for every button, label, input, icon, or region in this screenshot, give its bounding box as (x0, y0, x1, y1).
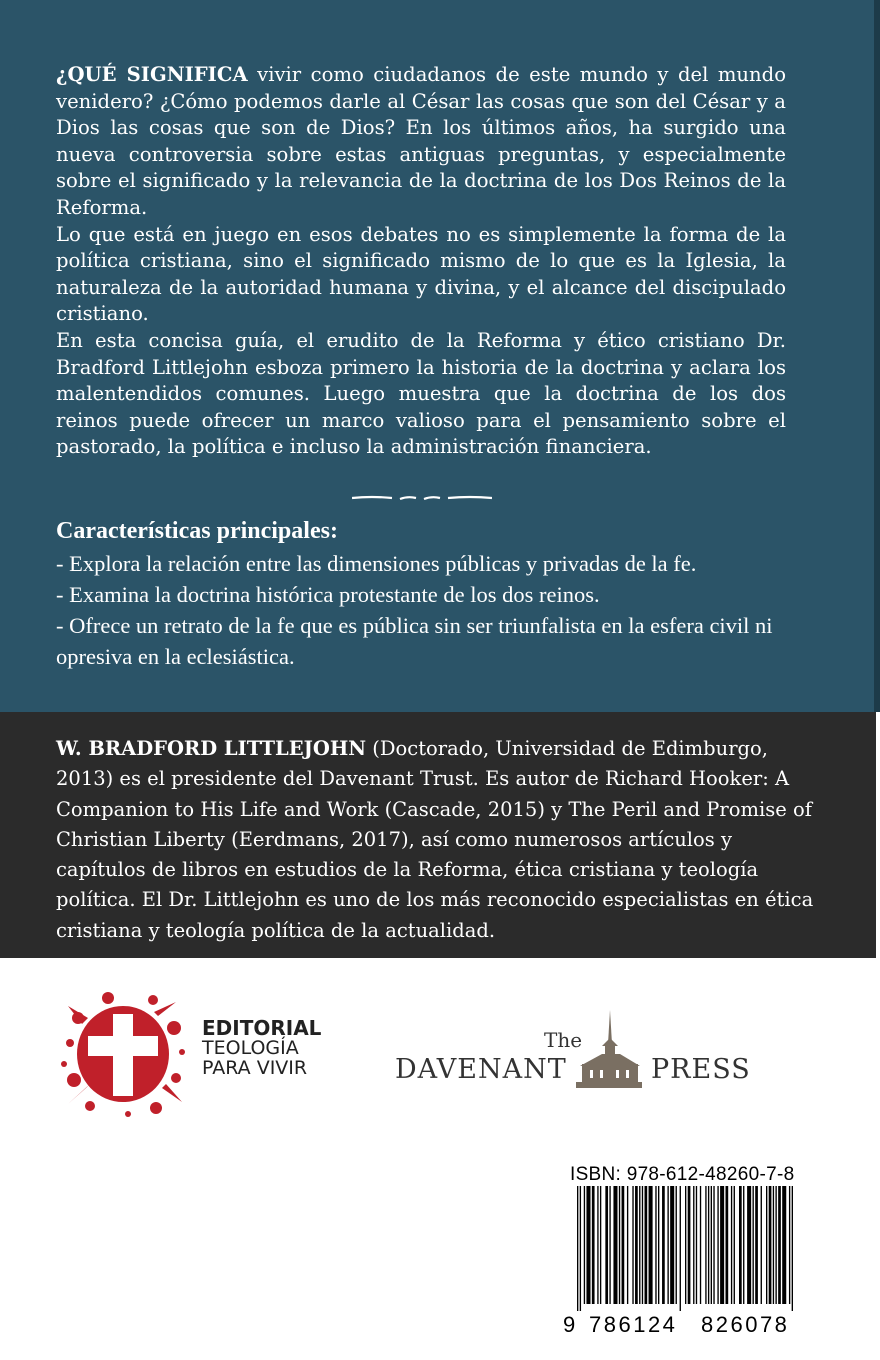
publisher-left-line2: TEOLOGÍA (202, 1037, 299, 1059)
davenant-name: DAVENANT (395, 1054, 567, 1085)
barcode-icon (563, 1186, 809, 1311)
editorial-teologia-para-vivir-wordmark (202, 1018, 321, 1078)
intro-lead: ¿QUÉ SIGNIFICA (56, 63, 248, 86)
intro-p1-text: vivir como ciudadanos de este mundo y del mundo venidero? ¿Cómo podemos darle al César las cosas que son del César y a Dios las cosas que son de Dios? En los últimos años, ha surgido una nueva controversia sobre estas antiguas preguntas, y especialmente sobre el significado y la relevancia de la doctrina de los Dos Reinos de la Reforma. (56, 63, 787, 219)
feature-item: - Examina la doctrina histórica protestante de los dos reinos. (56, 582, 600, 607)
barcode-digits-right: 826078 (701, 1312, 790, 1337)
author-bio-text: (Doctorado, Universidad de Edimburgo, 2013) es el presidente del Davenant Trust. Es autor de Richard Hooker: A Companion to His Life and Work (Cascade, 2015) y The Peril and Promise of Christian Liberty (Eerdmans, 2017), así como numerosos artículos y capítulos de libros en estudios de la Reforma, ética cristiana y teología política. El Dr. Littlejohn es uno de los más reconocido especialistas en ética cristiana y teología política de la actualidad. (56, 737, 814, 942)
author-bio-panel (0, 712, 876, 958)
intro-paragraph-3: En esta concisa guía, el erudito de la Reforma y ético cristiano Dr. Bradford Littlejohn esboza primero la historia de la doctrina y aclara los malentendidos comunes. Luego muestra que la doctrina de los dos reinos puede ofrecer un marco valioso para el pensamiento sobre el pastorado, la política e incluso la administración financiera. (56, 328, 786, 459)
features-section (56, 514, 792, 672)
author-bio (56, 734, 826, 946)
davenant-the: The (544, 1028, 583, 1052)
intro-paragraph-2: Lo que está en juego en esos debates no es simplemente la forma de la política cristiana, sino el significado mismo de lo que es la Iglesia, la naturaleza de la autoridad humana y divina, y el alcance del discipulado cristiano. (56, 222, 786, 326)
intro-text (56, 62, 786, 461)
publisher-left-line3: PARA VIVIR (202, 1057, 308, 1079)
intro-paragraph-1 (56, 62, 786, 222)
ornamental-divider (352, 493, 492, 503)
barcode-digits-left: 786124 (589, 1312, 678, 1337)
feature-item: - Ofrece un retrato de la fe que es pública sin ser triunfalista en la esfera civil ni opresiva en la eclesiástica. (56, 613, 773, 669)
spine-edge (874, 0, 880, 712)
features-heading: Características principales: (56, 518, 338, 544)
red-splatter-cross-icon (58, 988, 188, 1118)
barcode-digit-first: 9 (563, 1312, 576, 1337)
davenant-press: PRESS (651, 1054, 751, 1085)
church-spire-icon (576, 1010, 642, 1090)
features-list (56, 548, 792, 672)
publisher-left-line1: EDITORIAL (202, 1016, 322, 1040)
feature-item: - Explora la relación entre las dimensiones públicas y privadas de la fe. (56, 551, 697, 576)
isbn-label: ISBN: 978-612-48260-7-8 (570, 1164, 795, 1185)
author-name: W. BRADFORD LITTLEJOHN (56, 737, 367, 760)
